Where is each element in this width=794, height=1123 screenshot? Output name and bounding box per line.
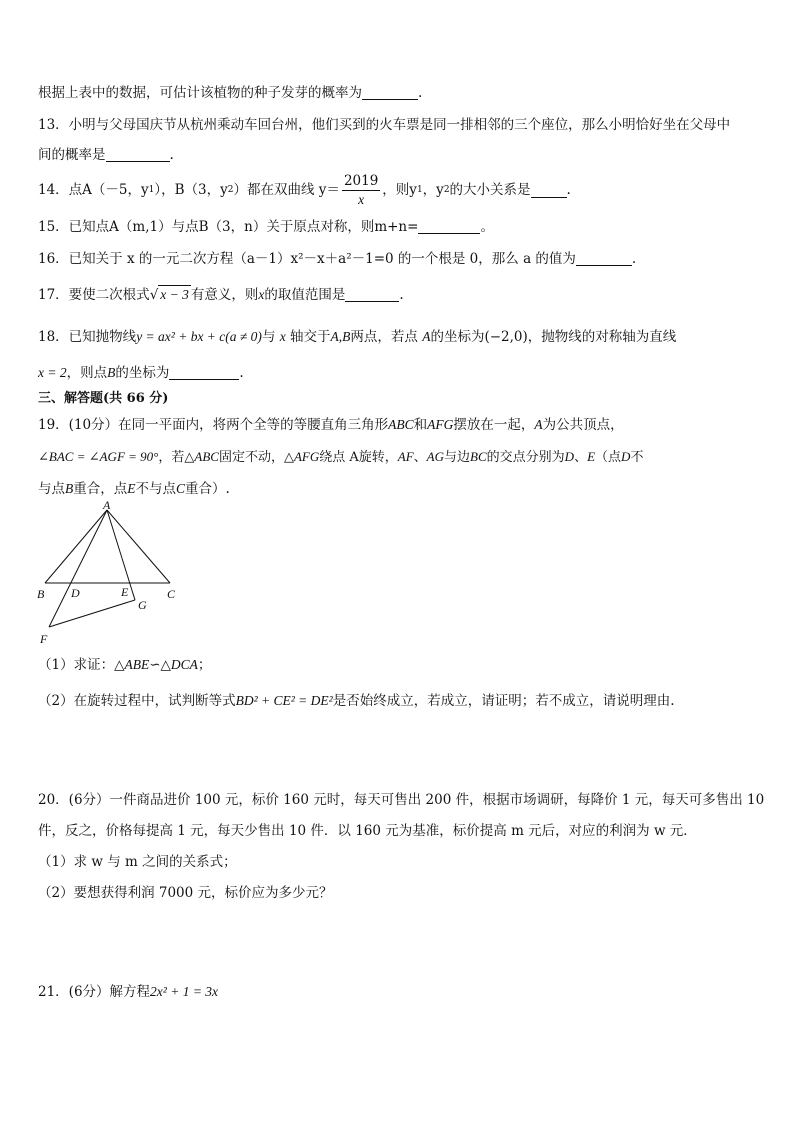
hyperbola-fraction — [342, 173, 380, 208]
label-e: E — [121, 585, 129, 599]
similar-triangles: △ABE∽△DCA — [114, 657, 198, 672]
q18-text-c: 轴交于 — [290, 329, 331, 345]
period: . — [631, 251, 637, 267]
q20-line2: 件，反之，价格每提高 1 元，每天少售出 10 件．以 160 元为基准，标价提高 m 元后，对应的利润为 w 元． — [38, 823, 697, 839]
q19-text-k: 不 — [630, 450, 644, 465]
q19-text-n: 不与点 — [135, 481, 176, 497]
segment-bc: BC — [470, 449, 487, 464]
section-heading: 三、解答题(共 66 分) — [38, 391, 169, 406]
equation: BD² + CE² = DE² — [235, 693, 333, 708]
point-d: D — [621, 449, 631, 464]
triangle-figure — [32, 500, 182, 650]
q19-text-j: （点 — [595, 450, 622, 465]
answer-blank — [106, 147, 170, 162]
q19-text-e: ，若 — [158, 450, 185, 465]
variable-x: x — [258, 287, 265, 302]
axis-x: x — [279, 329, 286, 344]
q18-text-b: 与 — [261, 329, 276, 345]
q14-text-c: ）都在双曲线 y＝ — [233, 182, 340, 198]
q19-line1 — [38, 416, 624, 434]
q19-text-h: 与边 — [444, 450, 471, 465]
q19-text-f: 固定不动， — [218, 450, 284, 465]
q13-text: 间的概率是 — [38, 147, 106, 163]
point-b: B — [65, 481, 74, 496]
point-e: E — [587, 449, 596, 464]
q13-line2 — [38, 146, 174, 164]
q19-part2 — [38, 692, 675, 710]
answer-blank — [418, 219, 480, 234]
label-a: A — [103, 500, 111, 512]
q14-text-e: ，y — [422, 182, 444, 198]
q19-part1 — [38, 656, 211, 674]
label-c: C — [167, 587, 176, 601]
axis-equation: x = 2 — [38, 365, 67, 380]
period: . — [169, 147, 174, 163]
equation: 2x² + 1 = 3x — [150, 984, 219, 999]
q20-part1: （1）求 w 与 m 之间的关系式； — [38, 854, 237, 870]
q14-line: 14．点A（－5，y 1 ），B（3，y 2 ）都在双曲线 y＝ $\frac{2019}{x}$ ，则y 1 ，y 2 的大小关系是 . — [38, 172, 571, 207]
q19-text-c: 摆放在一起， — [453, 417, 535, 433]
q17-line: 17．要使二次根式√ x − 3 有意义，则x的取值范围是 . — [38, 287, 404, 303]
coordinate-a: (−2,0) — [484, 329, 528, 345]
q18-text-g: ，则点 — [66, 365, 108, 381]
q19-text-b: 和 — [413, 417, 428, 433]
point-e: E — [127, 481, 136, 496]
point-b: B — [107, 365, 116, 380]
label-d: D — [71, 586, 80, 600]
q20-line1: 20．(6分）一件商品进价 100 元，标价 160 元时，每天可售出 200 件，根据市场调研，每降价 1 元，每天可多售出 10 — [38, 792, 765, 808]
q18-text-e: 的坐标为 — [430, 329, 485, 345]
q14-text-f: 的大小关系是 — [449, 182, 531, 198]
q14-text-d: ，则y — [382, 182, 417, 198]
q12-tail-line — [38, 84, 422, 102]
answer-blank — [362, 85, 418, 100]
q14-text-a: 14．点A（－5，y — [38, 182, 149, 198]
label-b: B — [37, 587, 45, 601]
points-ab: A,B — [330, 329, 351, 344]
q21-line — [38, 983, 218, 1001]
q17-text-c: 的取值范围是 — [264, 287, 346, 303]
segment-ac — [107, 510, 170, 583]
triangle-afg-symbol: △AFG — [283, 449, 320, 464]
answer-blank — [531, 183, 567, 198]
q15-text: 15．已知点A（m,1）与点B（3，n）关于原点对称，则m+n= — [38, 219, 419, 235]
q19-text-l: 与点 — [38, 481, 65, 497]
vertex-a: A — [534, 417, 543, 432]
segment-af: AF — [397, 449, 414, 464]
separator: 、 — [574, 450, 588, 465]
period: . — [418, 85, 423, 101]
q18-text-h: 的坐标为 — [115, 365, 170, 381]
answer-blank — [169, 365, 239, 380]
q20-part2: （2）要想获得利润 7000 元，标价应为多少元？ — [38, 885, 333, 901]
q19-text-a: 19．(10分）在同一平面内，将两个全等的等腰直角三角形 — [38, 417, 389, 433]
q13-line1: 13．小明与父母国庆节从杭州乘动车回台州，他们买到的火车票是同一排相邻的三个座位，那么小明恰好坐在父母中 — [38, 117, 731, 133]
fraction-numerator: 2019 — [343, 172, 379, 189]
separator: 、 — [413, 450, 427, 465]
point-a: A — [422, 329, 431, 344]
q17-text-b: 有意义，则 — [190, 287, 259, 303]
q19-part2-text: （2）在旋转过程中，试判断等式 — [38, 693, 236, 709]
q19-part1-text: （1）求证： — [38, 657, 115, 673]
q18-text-a: 18．已知抛物线 — [38, 329, 137, 345]
answer-blank — [576, 251, 632, 266]
segment-fg — [49, 600, 135, 627]
triangle-afg: AFG — [427, 417, 454, 432]
q16-text: 16．已知关于 x 的一元二次方程（a－1）x²－x＋a²－1=0 的一个根是 0，那么 a 的值为 — [38, 251, 576, 267]
q19-text-o: 重合）. — [185, 481, 230, 497]
triangle-abc: ABC — [388, 417, 414, 432]
q12-tail-text: 根据上表中的数据，可估计该植物的种子发芽的概率为 — [38, 85, 362, 101]
q15-line — [38, 218, 494, 236]
label-g: G — [138, 598, 147, 612]
q18-line2 — [38, 364, 244, 382]
period: 。 — [480, 219, 494, 235]
q19-line2 — [38, 448, 643, 467]
period: . — [239, 365, 244, 381]
q19-text-d: 为公共顶点， — [542, 417, 624, 433]
q19-part2-end: 是否始终成立，若成立，请证明；若不成立，请说明理由. — [332, 693, 675, 709]
q16-line — [38, 250, 636, 268]
triangle-abc-symbol: △ABC — [184, 449, 219, 464]
q21-text: 21．(6分）解方程 — [38, 984, 151, 1000]
q18-line1 — [38, 328, 676, 346]
q18-text-f: ，抛物线的对称轴为直线 — [527, 329, 677, 345]
q19-line3 — [38, 480, 230, 498]
q19-text-m: 重合，点 — [73, 481, 128, 497]
q19-text-g: 绕点 A旋转， — [319, 450, 398, 465]
angle-equation: ∠BAC = ∠AGF = 90° — [38, 449, 159, 464]
point-d: D — [564, 449, 575, 464]
q17-text-a: 17．要使二次根式 — [38, 287, 150, 303]
period: . — [399, 287, 404, 303]
period: . — [566, 182, 571, 198]
q18-text-d: 两点，若点 — [350, 329, 418, 345]
segment-ag: AG — [426, 449, 445, 464]
answer-blank — [345, 287, 399, 302]
q19-text-i: 的交点分别为 — [486, 450, 565, 465]
point-c: C — [176, 481, 186, 496]
q14-text-b: ），B（3，y — [154, 182, 228, 198]
fraction-denominator: x — [358, 191, 365, 207]
label-f: F — [40, 632, 48, 646]
radicand: x − 3 — [160, 287, 189, 302]
parabola-formula: y = ax² + bx + c(a ≠ 0) — [136, 329, 262, 344]
q19-part1-end: ； — [197, 657, 212, 673]
